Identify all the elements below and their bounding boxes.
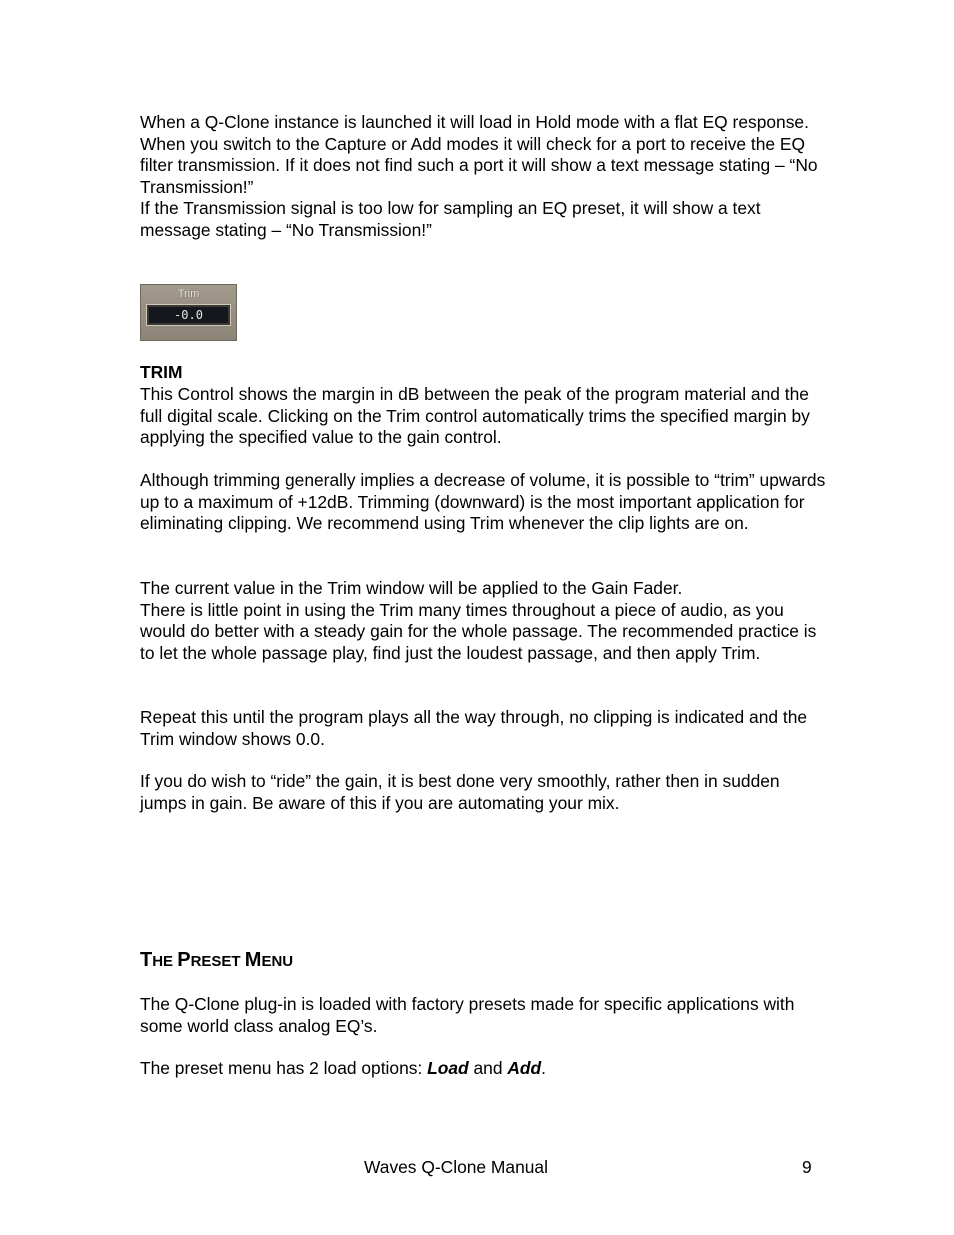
preset-menu-paragraph-2: The preset menu has 2 load options: Load and Add.	[140, 1058, 547, 1078]
trim-paragraph-3a: The current value in the Trim window will be applied to the Gain Fader.	[140, 578, 683, 598]
trim-value-display: -0.0	[147, 305, 230, 325]
intro-text-2: If the Transmission signal is too low for sampling an EQ preset, it will show a text message stating – “No Transmission!”	[140, 198, 761, 240]
add-option: Add	[507, 1058, 542, 1078]
trim-paragraph-2: Although trimming generally implies a decrease of volume, it is possible to “trim” upwards up to a maximum of +12dB. Trimming (downward) is the most important application for eliminating clipping. We recommend using Trim whenever the clip lights are on.	[140, 470, 826, 534]
intro-text-1: When a Q-Clone instance is launched it will load in Hold mode with a flat EQ response. When you switch to the Capture or Add modes it will check for a port to receive the EQ filter transmission. If it does not find such a port it will show a text message stating – “No Transmission!”	[140, 112, 818, 197]
trim-control-label: Trim	[177, 288, 200, 300]
trim-paragraph-3b: There is little point in using the Trim many times throughout a piece of audio, as you would do better with a steady gain for the whole passage. The recommended practice is to let the whole passage play, find just the loudest passage, and then apply Trim.	[140, 599, 817, 663]
page-number: 9	[802, 1157, 812, 1177]
trim-paragraph-3	[140, 578, 830, 664]
trim-control-image	[140, 284, 237, 341]
load-option: Load	[427, 1058, 469, 1078]
footer-title: Waves Q-Clone Manual	[364, 1157, 548, 1177]
preset-menu-paragraph-1: The Q-Clone plug-in is loaded with factory presets made for specific applications with some world class analog EQ’s.	[140, 994, 795, 1036]
trim-paragraph-1: This Control shows the margin in dB between the peak of the program material and the full digital scale. Clicking on the Trim control automatically trims the specified margin by applying the specified value to the gain control.	[140, 384, 810, 448]
trim-heading: TRIM	[140, 362, 183, 382]
trim-paragraph-4: Repeat this until the program plays all the way through, no clipping is indicated and the Trim window shows 0.0.	[140, 707, 808, 749]
intro-paragraph	[140, 112, 830, 242]
preset-menu-heading: THE PRESET MENU	[140, 949, 294, 971]
trim-paragraph-5: If you do wish to “ride” the gain, it is best done very smoothly, rather then in sudden jumps in gain. Be aware of this if you are automating your mix.	[140, 771, 780, 813]
